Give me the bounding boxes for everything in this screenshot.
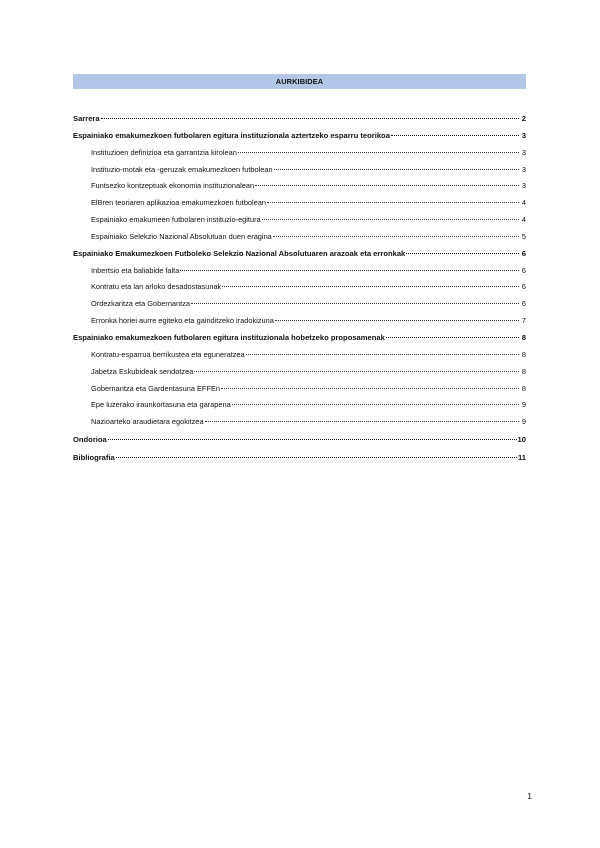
toc-entry[interactable] bbox=[73, 246, 526, 263]
toc-entry-page: 7 bbox=[521, 316, 526, 326]
toc-entry-label: Espainiako emakumezkoen futbolaren egitura instituzionala aztertzeko esparru teorikoa bbox=[73, 130, 390, 140]
dot-leader bbox=[222, 286, 519, 287]
toc-subentry[interactable] bbox=[73, 279, 526, 296]
toc-subentry[interactable] bbox=[73, 347, 526, 364]
dot-leader bbox=[262, 219, 519, 220]
toc-entry-label: Espainiako emakumezkoen futbolaren egitura instituzionala hobetzeko proposamenak bbox=[73, 332, 385, 342]
dot-leader bbox=[238, 152, 519, 153]
toc-entry-page: 3 bbox=[521, 147, 526, 157]
toc-subentry[interactable] bbox=[73, 145, 526, 162]
toc-entry[interactable] bbox=[73, 449, 526, 467]
dot-leader bbox=[221, 388, 519, 389]
toc-entry-page: 8 bbox=[521, 332, 526, 342]
toc-entry-page: 10 bbox=[517, 435, 526, 445]
toc-title: AURKIBIDEA bbox=[73, 74, 526, 89]
page-number: 1 bbox=[527, 791, 532, 801]
toc-entry[interactable] bbox=[73, 128, 526, 145]
toc-entry-page: 3 bbox=[521, 130, 526, 140]
toc-entry-label: Espainiako Selekzio Nazional Absolutuan duen eragina bbox=[91, 231, 272, 241]
dot-leader bbox=[194, 371, 519, 372]
toc-entry-page: 3 bbox=[521, 181, 526, 191]
dot-leader bbox=[232, 404, 519, 405]
table-of-contents bbox=[73, 111, 526, 467]
dot-leader bbox=[391, 135, 519, 136]
dot-leader bbox=[275, 320, 519, 321]
toc-entry-label: Nazioarteko araudietara egokitzea bbox=[91, 417, 204, 427]
toc-subentry[interactable] bbox=[73, 162, 526, 179]
toc-entry-label: Instituzioen definizioa eta garrantzia kirolean bbox=[91, 147, 237, 157]
toc-entry[interactable] bbox=[73, 330, 526, 347]
toc-entry-page: 8 bbox=[521, 383, 526, 393]
toc-entry-label: ElBren teoriaren aplikazioa emakumezkoen futbolean bbox=[91, 198, 267, 208]
dot-leader bbox=[205, 421, 519, 422]
toc-entry[interactable] bbox=[73, 431, 526, 449]
toc-entry-page: 6 bbox=[521, 265, 526, 275]
toc-subentry[interactable] bbox=[73, 381, 526, 398]
toc-entry-label: Ordezkaritza eta Gobernantza bbox=[91, 299, 191, 309]
dot-leader bbox=[273, 236, 519, 237]
toc-subentry[interactable] bbox=[73, 296, 526, 313]
dot-leader bbox=[274, 169, 519, 170]
toc-entry-label: Epe luzerako iraunkortasuna eta garapena bbox=[91, 400, 231, 410]
toc-subentry[interactable] bbox=[73, 313, 526, 330]
toc-entry-label: Inbertsio eta baliabide falta bbox=[91, 265, 180, 275]
dot-leader bbox=[386, 337, 519, 338]
toc-entry-page: 4 bbox=[521, 215, 526, 225]
dot-leader bbox=[246, 354, 519, 355]
toc-entry-page: 6 bbox=[521, 282, 526, 292]
toc-entry-label: Erronka horiei aurre egiteko eta gainditzeko iradokizuna bbox=[91, 316, 274, 326]
toc-entry-label: Espainiako Emakumezkoen Futboleko Selekzio Nazional Absolutuaren arazoak eta erronkak bbox=[73, 248, 406, 258]
toc-entry-page: 9 bbox=[521, 417, 526, 427]
toc-subentry[interactable] bbox=[73, 364, 526, 381]
dot-leader bbox=[267, 202, 519, 203]
dot-leader bbox=[116, 457, 517, 458]
toc-entry-label: Funtsezko kontzeptuak ekonomia instituzionalean bbox=[91, 181, 255, 191]
toc-entry-label: Jabetza Eskubideak sendotzea bbox=[91, 366, 194, 376]
dot-leader bbox=[255, 185, 519, 186]
toc-entry-page: 6 bbox=[521, 248, 526, 258]
toc-entry-page: 8 bbox=[521, 349, 526, 359]
toc-subentry[interactable] bbox=[73, 195, 526, 212]
toc-entry-page: 9 bbox=[521, 400, 526, 410]
dot-leader bbox=[108, 439, 517, 440]
toc-subentry[interactable] bbox=[73, 229, 526, 246]
toc-subentry[interactable] bbox=[73, 414, 526, 431]
toc-entry-page: 3 bbox=[521, 164, 526, 174]
toc-entry[interactable] bbox=[73, 111, 526, 128]
toc-entry-label: Instituzio-motak eta -geruzak emakumezkoen futbolean bbox=[91, 164, 273, 174]
toc-entry-page: 6 bbox=[521, 299, 526, 309]
dot-leader bbox=[406, 253, 519, 254]
toc-entry-label: Kontratu eta lan arloko desadostasunak bbox=[91, 282, 222, 292]
toc-entry-page: 11 bbox=[517, 453, 526, 463]
toc-entry-page: 4 bbox=[521, 198, 526, 208]
toc-subentry[interactable] bbox=[73, 212, 526, 229]
toc-entry-page: 8 bbox=[521, 366, 526, 376]
toc-entry-label: Espainiako emakumeen futbolaren instituzio-egitura bbox=[91, 215, 261, 225]
toc-entry-label: Gobernantza eta Gardentasuna EFFEn bbox=[91, 383, 221, 393]
toc-entry-page: 2 bbox=[521, 114, 526, 123]
toc-entry-page: 5 bbox=[521, 231, 526, 241]
toc-entry-label: Sarrera bbox=[73, 114, 100, 123]
toc-subentry[interactable] bbox=[73, 178, 526, 195]
toc-subentry[interactable] bbox=[73, 397, 526, 414]
dot-leader bbox=[191, 303, 519, 304]
toc-subentry[interactable] bbox=[73, 263, 526, 280]
dot-leader bbox=[101, 118, 519, 119]
toc-entry-label: Kontratu-esparrua berrikustea eta eguneratzea bbox=[91, 349, 245, 359]
toc-entry-label: Ondorioa bbox=[73, 435, 107, 445]
toc-entry-label: Bibliografia bbox=[73, 453, 115, 463]
dot-leader bbox=[180, 270, 519, 271]
